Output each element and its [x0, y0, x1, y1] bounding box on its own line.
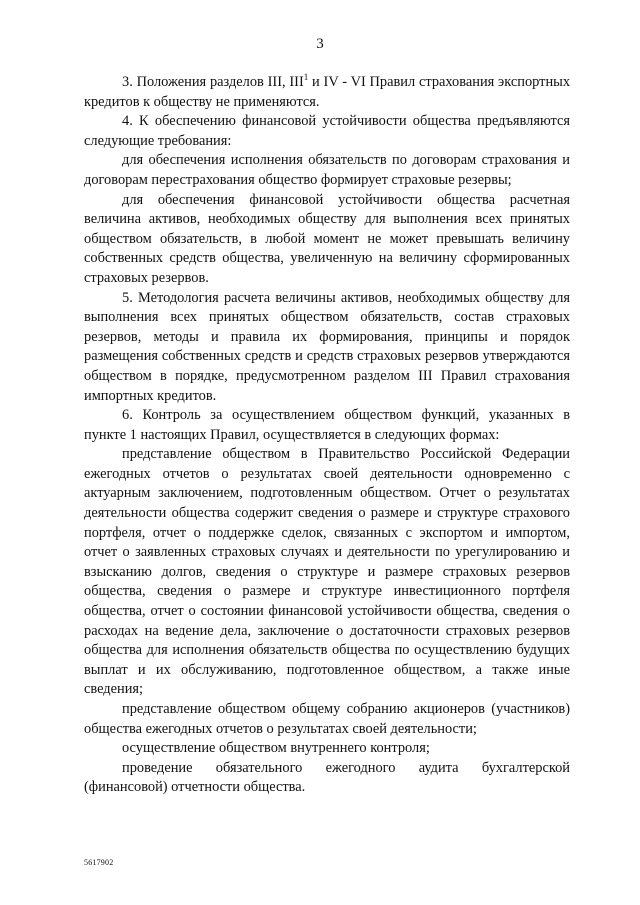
document-body: [84, 73, 570, 798]
paragraph-4: 4. К обеспечению финансовой устойчивости общества предъявляются следующие требования:: [84, 113, 570, 149]
paragraph-6-item-3: осуществление обществом внутреннего контроля;: [122, 740, 430, 757]
document-code: 5617902: [84, 858, 114, 867]
paragraph-5: 5. Методология расчета величины активов, необходимых обществу для выполнения всех принятых обществом обязательств, состав страховых резервов, методы и правила их формирования, принципы и порядок размещения собственных средств и средств страховых резервов утверждаются обществом в порядке, предусмотренном разделом III Правил страхования импортных кредитов.: [84, 289, 570, 404]
paragraph-3-text-end: и IV - VI Правил страхования экспортных кредитов к обществу не применяются.: [84, 74, 571, 110]
paragraph-6-item-1: представление обществом в Правительство Российской Федерации ежегодных отчетов о результатах своей деятельности одновременно с актуарным заключением, подготовленным обществом. Отчет о результатах деятельности общества содержит сведения о размере и структуре страхового портфеля, отчет о поддержке сделок, связанных с экспортом и импортом, отчет о заявленных страховых случаях и деятельности по урегулированию и взысканию долгов, сведения о структуре и размере страховых резервов общества, сведения о размере и структуре инвестиционного портфеля общества, отчет о состоянии финансовой устойчивости общества, сведения о расходах на ведение дела, заключение о достаточности страховых резервов общества для исполнения обязательств общества по осуществлению будущих выплат и их обслуживанию, подготовленное обществом, а также иные сведения;: [84, 446, 570, 698]
paragraph-4-item-2: для обеспечения финансовой устойчивости общества расчетная величина активов, необходимых обществу для выполнения всех принятых обществом обязательств, в любой момент не может превышать величину собственных средств общества, увеличенную на величину сформированных страховых резервов.: [84, 191, 570, 286]
paragraph-4-item-1: для обеспечения исполнения обязательств по договорам страхования и договорам перестрахования общество формирует страховые резервы;: [84, 152, 570, 188]
paragraph-6-item-2: представление обществом общему собранию акционеров (участников) общества ежегодных отчетов о результатах своей деятельности;: [84, 701, 570, 737]
paragraph-6-item-4: проведение обязательного ежегодного аудита бухгалтерской (финансовой) отчетности общества.: [84, 759, 570, 796]
paragraph-6: 6. Контроль за осуществлением обществом функций, указанных в пункте 1 настоящих Правил, осуществляется в следующих формах:: [84, 407, 570, 443]
section-superscript: 1: [303, 72, 309, 83]
paragraph-3-text-start: 3. Положения разделов III, III: [122, 74, 304, 90]
page-number: 3: [316, 36, 324, 52]
paragraph-3: [84, 73, 570, 112]
